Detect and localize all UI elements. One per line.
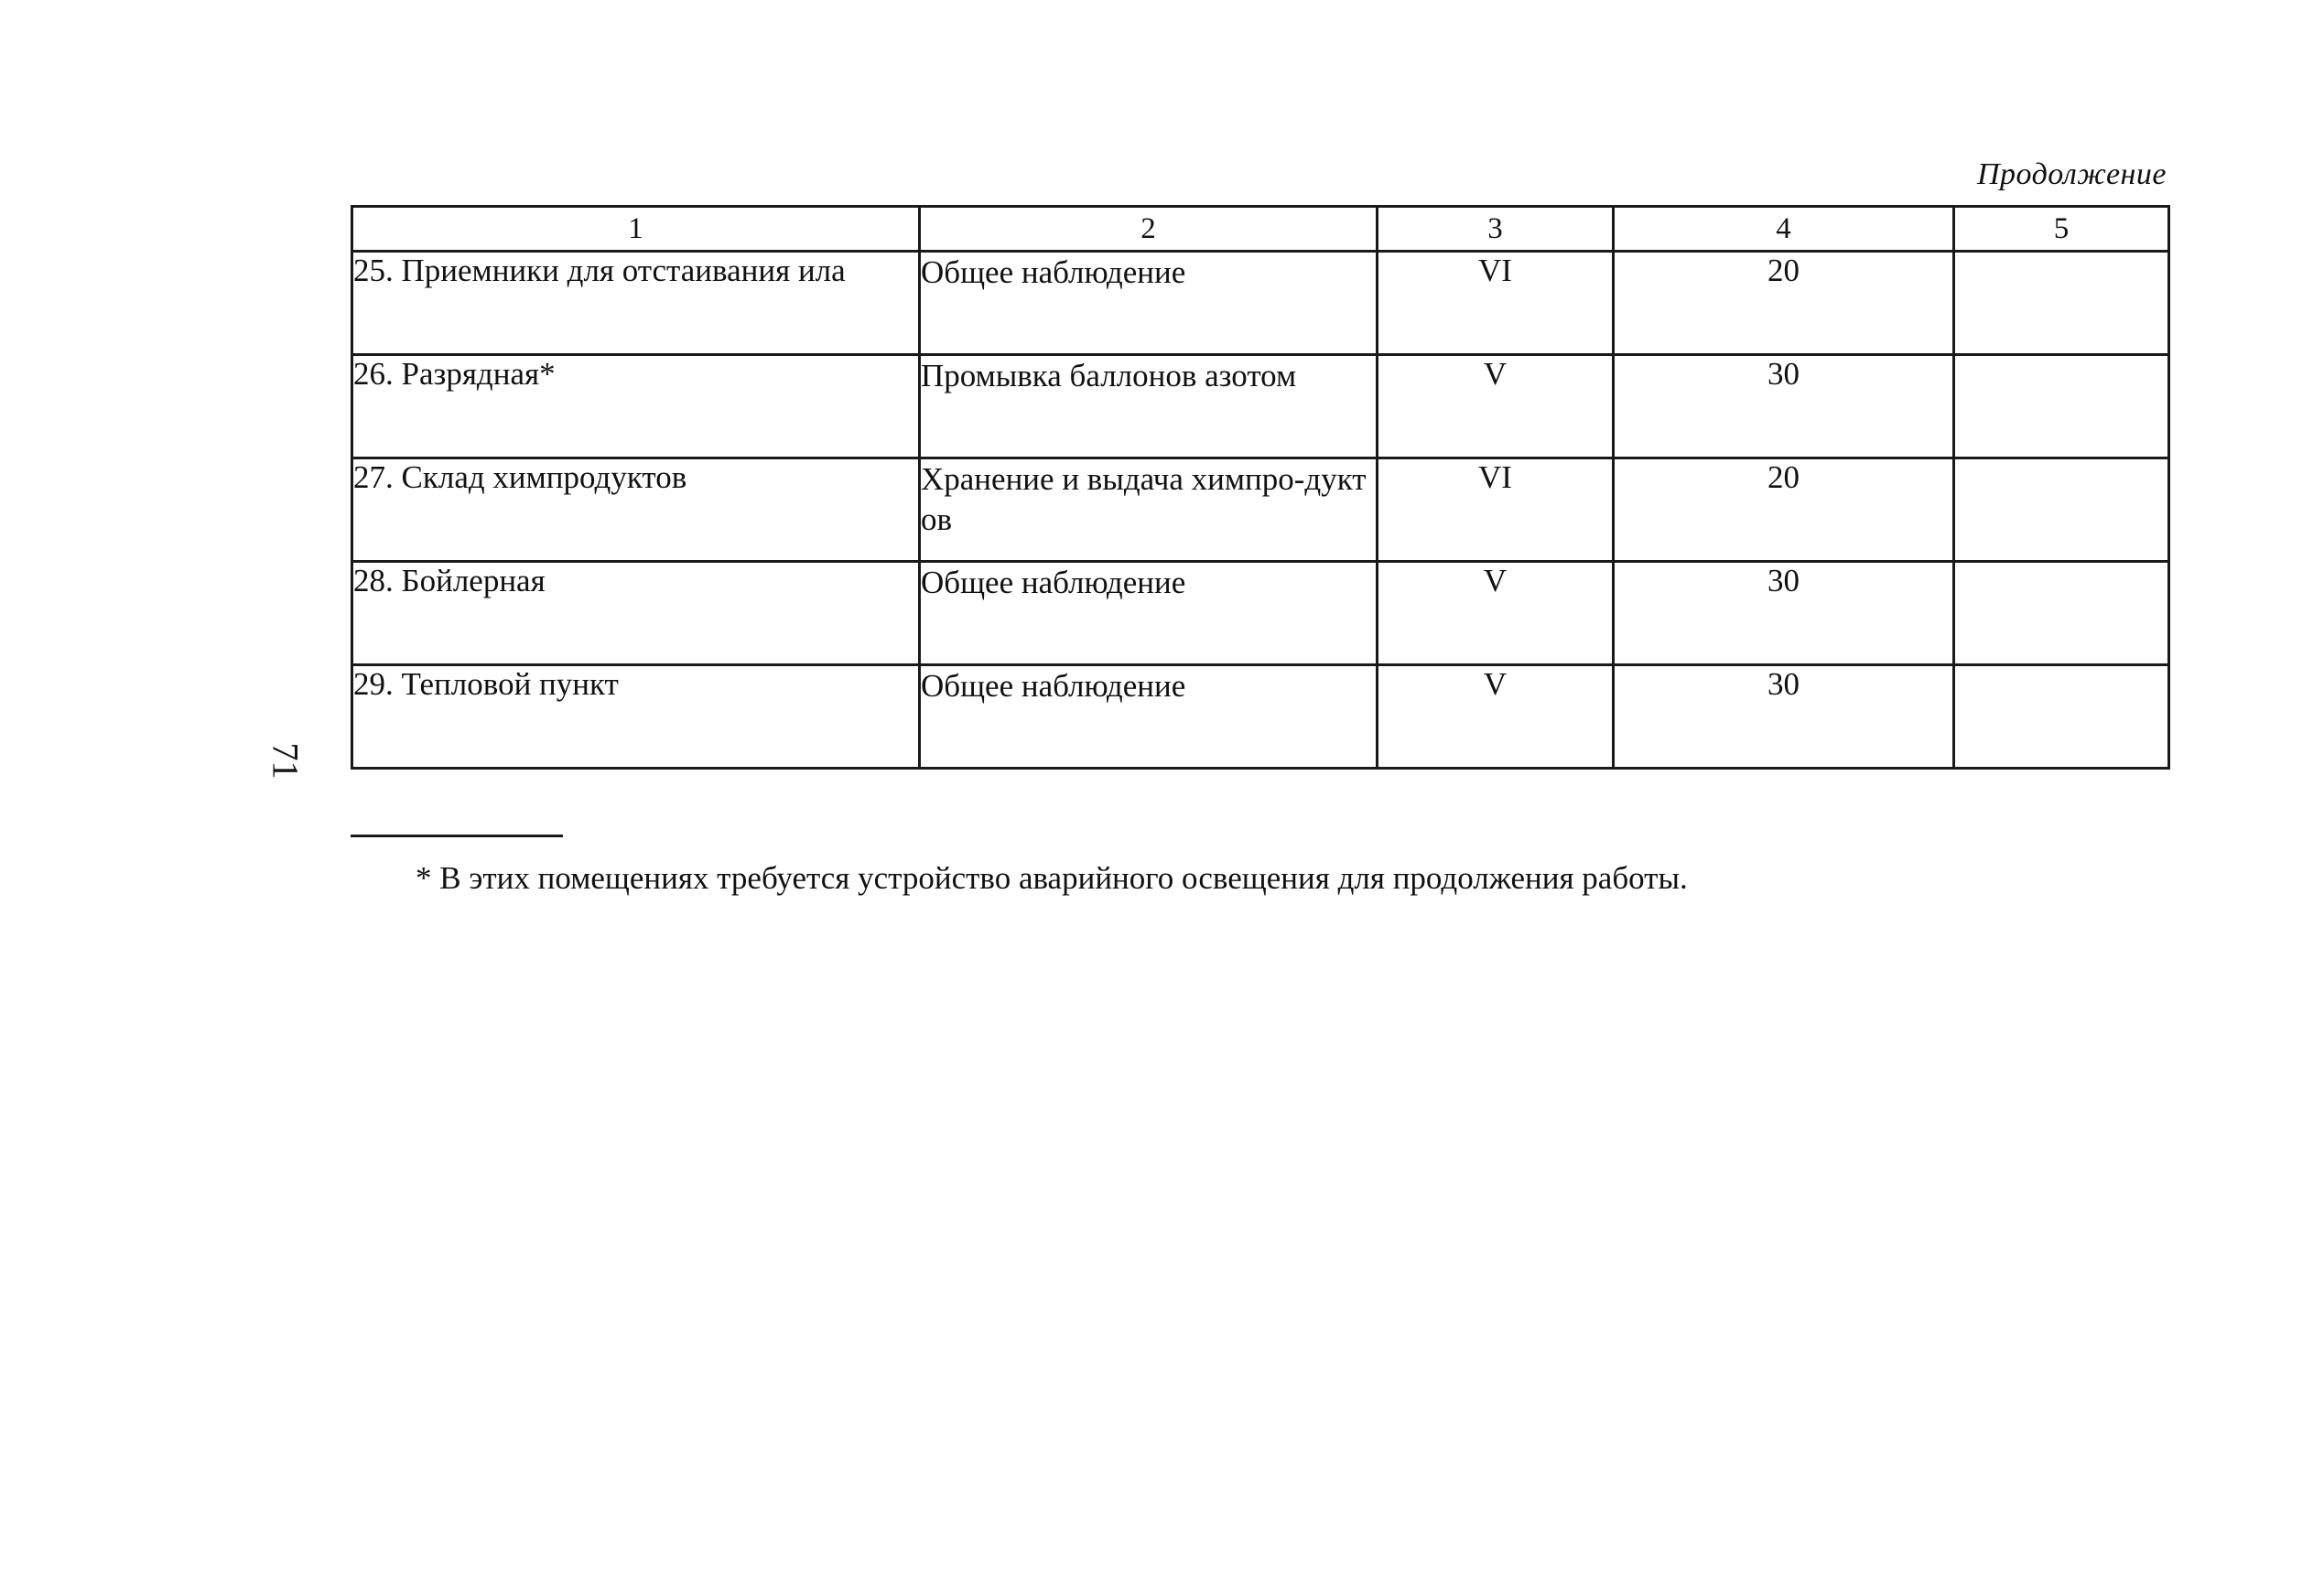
column-header-4: 4: [1614, 207, 1954, 252]
room-name-cell: 28. Бойлерная: [352, 562, 920, 665]
note-cell: [1954, 458, 2169, 562]
category-cell: VI: [1378, 252, 1614, 355]
table-row: [352, 252, 2169, 355]
table-row: [352, 458, 2169, 562]
value-cell: 20: [1614, 252, 1954, 355]
note-cell: [1954, 252, 2169, 355]
table-row: [352, 355, 2169, 458]
room-name-cell: 29. Тепловой пункт: [352, 665, 920, 769]
value-cell: 30: [1614, 562, 1954, 665]
column-header-5: 5: [1954, 207, 2169, 252]
footnote-text: * В этих помещениях требуется устройство аварийного освещения для продолжения работы.: [416, 860, 1688, 896]
room-name-cell: 25. Приемники для отстаивания ила: [352, 252, 920, 355]
category-cell: VI: [1378, 458, 1614, 562]
work-type-cell: Промывка баллонов азотом: [920, 355, 1378, 458]
room-name-cell: 26. Разрядная*: [352, 355, 920, 458]
work-type-cell: Хранение и выдача химпро-дуктов: [920, 458, 1378, 562]
table-row: [352, 665, 2169, 769]
column-header-1: 1: [352, 207, 920, 252]
footnote-divider: [351, 835, 563, 837]
note-cell: [1954, 355, 2169, 458]
table-header-row: [352, 207, 2169, 252]
category-cell: V: [1378, 562, 1614, 665]
note-cell: [1954, 562, 2169, 665]
column-header-2: 2: [920, 207, 1378, 252]
category-cell: V: [1378, 665, 1614, 769]
page-number: 71: [265, 742, 307, 780]
lighting-table: [351, 205, 2170, 770]
category-cell: V: [1378, 355, 1614, 458]
room-name-cell: 27. Склад химпродуктов: [352, 458, 920, 562]
value-cell: 20: [1614, 458, 1954, 562]
note-cell: [1954, 665, 2169, 769]
work-type-cell: Общее наблюдение: [920, 665, 1378, 769]
work-type-cell: Общее наблюдение: [920, 562, 1378, 665]
value-cell: 30: [1614, 355, 1954, 458]
continuation-label: Продолжение: [1976, 157, 2167, 191]
work-type-cell: Общее наблюдение: [920, 252, 1378, 355]
column-header-3: 3: [1378, 207, 1614, 252]
value-cell: 30: [1614, 665, 1954, 769]
table-row: [352, 562, 2169, 665]
